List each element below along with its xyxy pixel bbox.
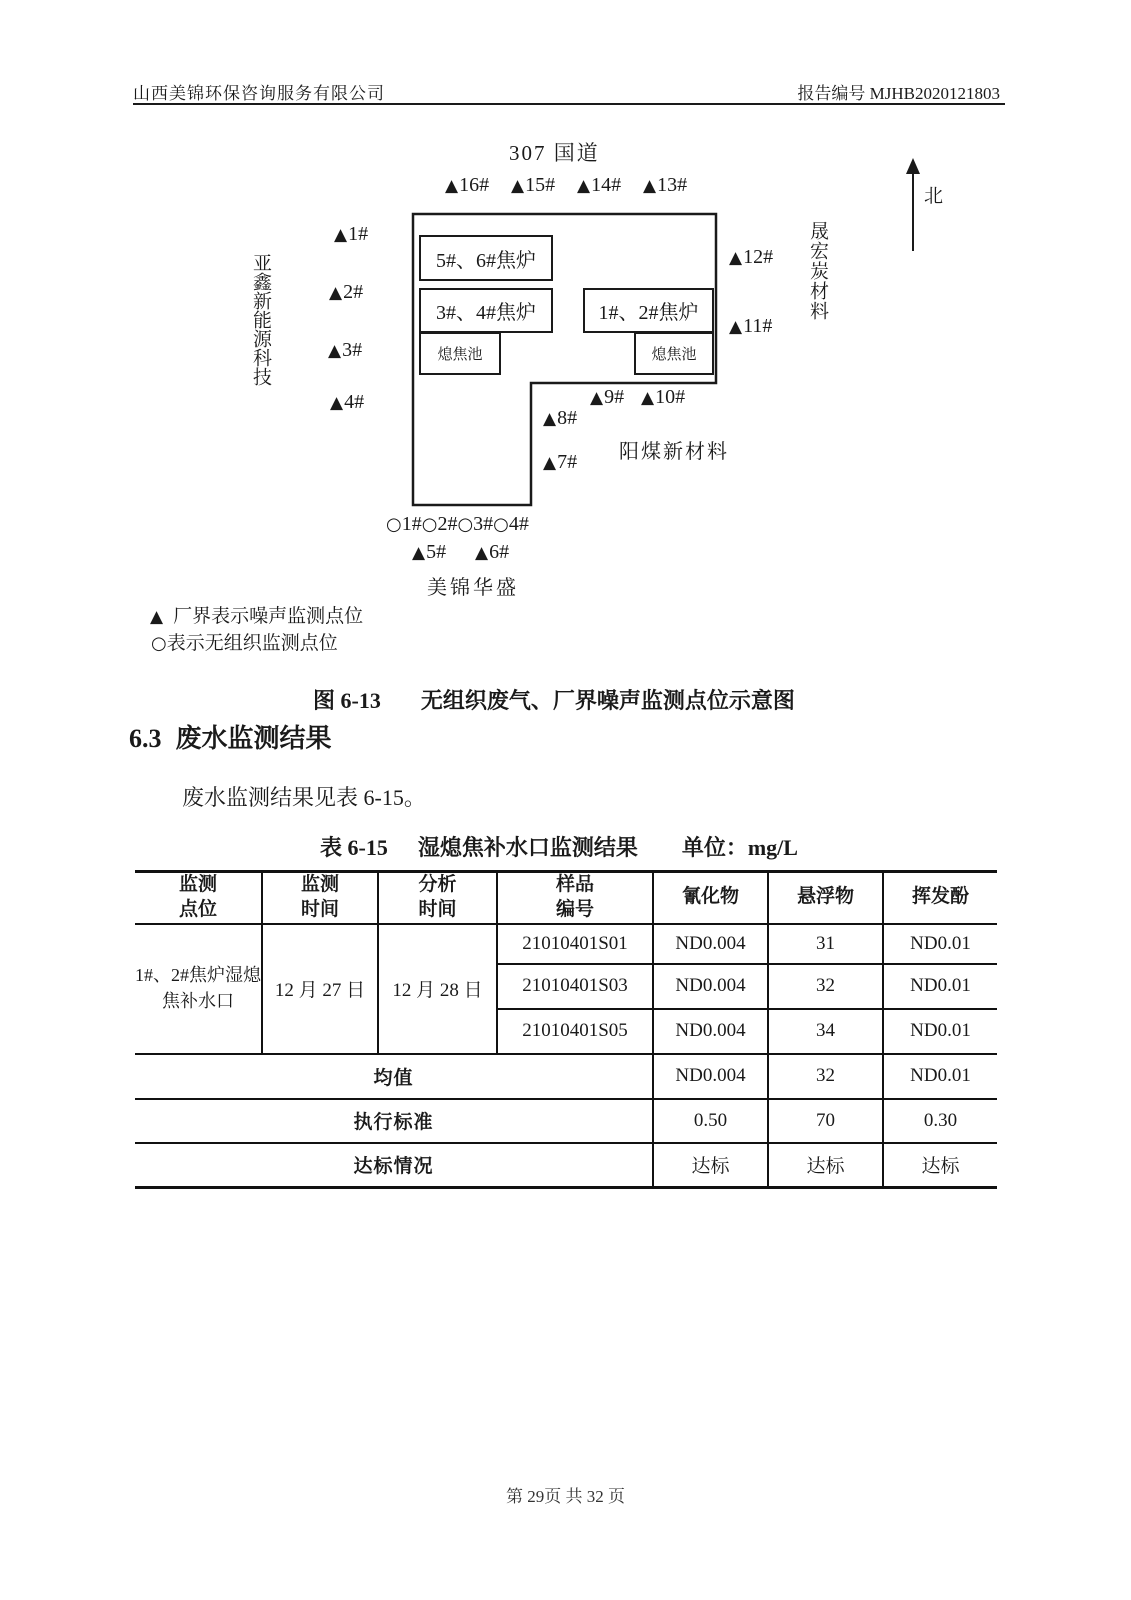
cell-value: 达标 (768, 1143, 883, 1188)
neighbor-bottom-label: 美锦华盛 (427, 577, 519, 599)
col-header-suspended-solids (768, 872, 883, 924)
cell-value: 70 (768, 1099, 883, 1143)
noise-marker-15 (511, 174, 555, 197)
header-line: 点位 (178, 898, 217, 920)
cell-value: ND0.01 (883, 1054, 997, 1099)
header-line: 分析 (418, 874, 457, 896)
header-line: 时间 (418, 898, 457, 920)
legend-fugitive (151, 628, 338, 655)
marker-label: 10# (655, 386, 686, 408)
col-header-cyanide (653, 872, 768, 924)
marker-label: 3# (473, 513, 494, 535)
triangle-icon: ▲ (543, 409, 557, 429)
building-label: 5#、6#焦炉 (436, 249, 536, 272)
header-line: 监测 (178, 874, 217, 896)
fugitive-markers-row (386, 513, 529, 536)
triangle-icon: ▲ (150, 607, 164, 627)
cell-standard-label: 执行标准 (135, 1099, 653, 1143)
cell-sample-id: 21010401S01 (497, 924, 653, 964)
cell-value: 34 (768, 1009, 883, 1054)
marker-label: 6# (489, 541, 510, 563)
marker-label: 2# (343, 281, 364, 303)
noise-marker-1 (334, 223, 368, 246)
noise-marker-2 (329, 281, 363, 304)
legend-noise-text: 厂界表示噪声监测点位 (173, 606, 364, 627)
cell-value: 32 (768, 1054, 883, 1099)
header-line: 样品 (555, 874, 594, 896)
marker-label: 15# (525, 174, 556, 196)
triangle-icon: ▲ (511, 176, 525, 196)
triangle-icon: ▲ (729, 317, 743, 337)
header-line: 监测 (300, 874, 339, 896)
section-title: 废水监测结果 (175, 724, 332, 753)
page-footer: 第 29页 共 32 页 (506, 1487, 625, 1506)
building-coke-oven-5-6 (419, 235, 553, 281)
noise-marker-7 (543, 451, 577, 474)
triangle-icon: ▲ (334, 225, 348, 245)
circle-icon: ○ (386, 514, 402, 535)
section-number: 6.3 (129, 724, 162, 753)
marker-label: 4# (508, 513, 529, 535)
north-label: 北 (924, 186, 944, 207)
col-header-sample-id (497, 872, 653, 924)
triangle-icon: ▲ (475, 543, 489, 563)
cell-value: ND0.004 (653, 1054, 768, 1099)
triangle-icon: ▲ (641, 388, 655, 408)
noise-marker-9 (590, 386, 624, 409)
header-line: 时间 (300, 898, 339, 920)
table-wrapper (135, 870, 997, 1189)
noise-marker-6 (475, 541, 509, 564)
table-row-compliance (135, 1143, 997, 1188)
header-line: 编号 (555, 898, 594, 920)
marker-label: 9# (604, 386, 625, 408)
noise-marker-3 (328, 339, 362, 362)
cell-sample-id: 21010401S03 (497, 964, 653, 1009)
cell-monitor-date: 12 月 27 日 (262, 924, 378, 1054)
col-header-analysis-date (378, 872, 497, 924)
cell-value: ND0.004 (653, 1009, 768, 1054)
legend-fugitive-text: 表示无组织监测点位 (166, 633, 338, 654)
marker-label: 1# (348, 223, 369, 245)
marker-label: 5# (426, 541, 447, 563)
marker-label: 13# (657, 174, 688, 196)
cell-value: 达标 (883, 1143, 997, 1188)
noise-marker-14 (577, 174, 621, 197)
table-row (135, 924, 997, 964)
header-report-number: 报告编号 MJHB2020121803 (797, 84, 1000, 103)
marker-label: 7# (557, 451, 578, 473)
col-header-site (135, 872, 262, 924)
neighbor-bottom-right-label: 阳煤新材料 (619, 441, 729, 463)
triangle-icon: ▲ (329, 283, 343, 303)
circle-icon: ○ (151, 633, 167, 654)
header-rule (133, 103, 1005, 105)
marker-label: 8# (557, 407, 578, 429)
triangle-icon: ▲ (412, 543, 426, 563)
north-arrow-line (912, 173, 914, 251)
marker-label: 11# (743, 315, 773, 337)
circle-icon: ○ (493, 514, 509, 535)
cell-value: ND0.004 (653, 964, 768, 1009)
building-label: 熄焦池 (651, 347, 697, 363)
triangle-icon: ▲ (590, 388, 604, 408)
cell-value: ND0.01 (883, 924, 997, 964)
north-arrow-icon (906, 158, 920, 174)
building-label: 1#、2#焦炉 (598, 302, 699, 324)
triangle-icon: ▲ (445, 176, 459, 196)
cell-value: ND0.01 (883, 1009, 997, 1054)
noise-marker-4 (330, 391, 364, 414)
cell-mean-label: 均值 (135, 1054, 653, 1099)
noise-marker-12 (729, 246, 773, 269)
triangle-icon: ▲ (543, 453, 557, 473)
building-label: 熄焦池 (437, 347, 483, 363)
triangle-icon: ▲ (577, 176, 591, 196)
cell-value: 32 (768, 964, 883, 1009)
figure-number: 图 6-13 (313, 688, 381, 713)
cell-site: 1#、2#焦炉湿熄焦补水口 (135, 965, 261, 1011)
cell-value: 0.50 (653, 1099, 768, 1143)
table-unit: 单位：mg/L (681, 835, 798, 860)
noise-marker-11 (729, 315, 772, 338)
marker-label: 1# (401, 513, 422, 535)
section-heading (129, 718, 332, 755)
table-header-row (135, 872, 997, 924)
cell-value: ND0.01 (883, 964, 997, 1009)
building-quench-pool-left (419, 332, 501, 375)
cell-value: 31 (768, 924, 883, 964)
cell-value: ND0.004 (653, 924, 768, 964)
noise-marker-10 (641, 386, 685, 409)
marker-label: 3# (342, 339, 363, 361)
marker-label: 16# (459, 174, 490, 196)
marker-label: 14# (591, 174, 622, 196)
neighbor-right-label: 晟宏炭材料 (807, 221, 828, 321)
circle-icon: ○ (421, 514, 438, 535)
legend-noise (150, 601, 363, 628)
figure-caption (313, 684, 795, 715)
table-title: 湿熄焦补水口监测结果 (417, 835, 638, 860)
triangle-icon: ▲ (328, 341, 342, 361)
col-header-monitor-date (262, 872, 378, 924)
noise-marker-5 (412, 541, 446, 564)
noise-marker-16 (445, 174, 489, 197)
header-company: 山西美锦环保咨询服务有限公司 (133, 84, 385, 103)
building-label: 3#、4#焦炉 (436, 302, 536, 324)
table-row-standard (135, 1099, 997, 1143)
marker-label: 12# (743, 246, 774, 268)
table-caption (320, 831, 798, 862)
table-number: 表 6-15 (320, 835, 388, 860)
header-line: 挥发酚 (911, 886, 969, 908)
table-row-mean (135, 1054, 997, 1099)
cell-analysis-date: 12 月 28 日 (378, 924, 497, 1054)
col-header-volatile-phenol (883, 872, 997, 924)
triangle-icon: ▲ (729, 248, 743, 268)
noise-marker-8 (543, 407, 577, 430)
figure-title: 无组织废气、厂界噪声监测点位示意图 (420, 688, 795, 713)
intro-paragraph: 废水监测结果见表 6-15。 (182, 785, 426, 810)
marker-label: 4# (344, 391, 365, 413)
triangle-icon: ▲ (330, 393, 344, 413)
triangle-icon: ▲ (643, 176, 657, 196)
building-coke-oven-1-2 (583, 288, 714, 333)
monitoring-table (135, 870, 997, 1189)
building-coke-oven-3-4 (419, 288, 553, 333)
neighbor-left-label: 亚鑫新能源科技 (250, 253, 271, 386)
road-label: 307 国道 (509, 141, 600, 165)
noise-marker-13 (643, 174, 687, 197)
marker-label: 2# (437, 513, 458, 535)
circle-icon: ○ (457, 514, 474, 535)
header-line: 悬浮物 (796, 886, 854, 908)
cell-value: 达标 (653, 1143, 768, 1188)
header-line: 氰化物 (681, 886, 739, 908)
cell-value: 0.30 (883, 1099, 997, 1143)
building-quench-pool-right (634, 332, 714, 375)
cell-sample-id: 21010401S05 (497, 1009, 653, 1054)
cell-compliance-label: 达标情况 (135, 1143, 653, 1188)
